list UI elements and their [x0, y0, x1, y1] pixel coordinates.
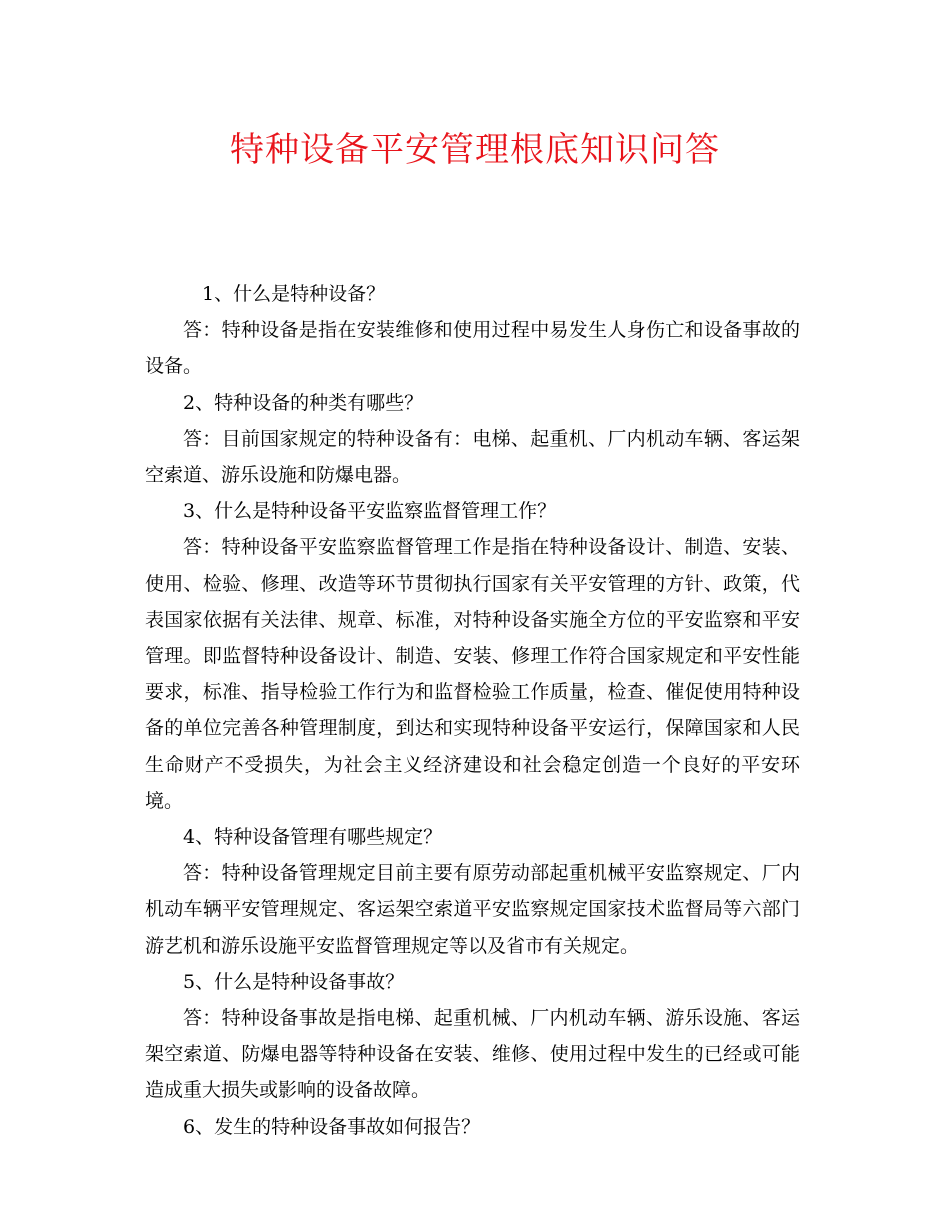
question-2: 2、特种设备的种类有哪些？ [183, 391, 424, 414]
answer-3: 答：特种设备平安监察监督管理工作是指在特种设备设计、制造、安装、使用、检验、修理、改造等环节贯彻执行国家有关平安管理的方针、政策，代表国家依据有关法律、规章、标准，对特种设备实施全方位的平安监察和平安管理。即监督特种设备设计、制造、安装、修理工作符合国家规定和平安性能要求，标准、指导检验工作行为和监督检验工作质量，检查、催促使用特种设备的单位完善各种管理制度，到达和实现特种设备平安运行，保障国家和人民生命财产不受损失，为社会主义经济建设和社会稳定创造一个良好的平安环境。 [145, 536, 800, 812]
question-3: 3、什么是特种设备平安监察监督管理工作？ [183, 500, 557, 523]
question-6: 6、发生的特种设备事故如何报告？ [183, 1115, 481, 1138]
question-5: 5、什么是特种设备事故？ [183, 970, 405, 993]
question-1: 1、什么是特种设备？ [202, 283, 386, 305]
answer-2: 答：目前国家规定的特种设备有：电梯、起重机、厂内机动车辆、客运架空索道、游乐设施和防爆电器。 [145, 427, 800, 487]
qa-list [145, 276, 800, 1145]
question-4: 4、特种设备管理有哪些规定？ [183, 826, 443, 849]
document-title: 特种设备平安管理根底知识问答 [230, 130, 720, 170]
answer-4: 答：特种设备管理规定目前主要有原劳动部起重机械平安监察规定、厂内机动车辆平安管理规定、客运架空索道平安监察规定国家技术监督局等六部门游艺机和游乐设施平安监督管理规定等以及省市有关规定。 [145, 862, 800, 957]
answer-1: 答：特种设备是指在安装维修和使用过程中易发生人身伤亡和设备事故的设备。 [145, 319, 800, 378]
answer-5: 答：特种设备事故是指电梯、起重机械、厂内机动车辆、游乐设施、客运架空索道、防爆电器等特种设备在安装、维修、使用过程中发生的已经或可能造成重大损失或影响的设备故障。 [145, 1007, 800, 1102]
